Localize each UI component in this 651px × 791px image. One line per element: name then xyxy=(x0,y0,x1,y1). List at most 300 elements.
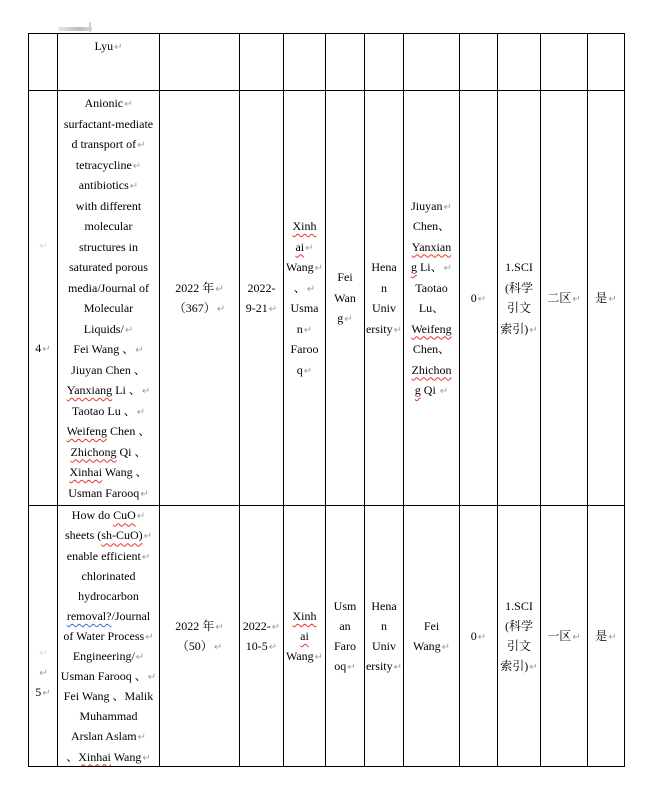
text-segment: Arslan Aslam xyxy=(70,729,137,744)
text-segment: Taotao Lu 、 xyxy=(71,403,136,418)
text-segment: ersity xyxy=(365,659,393,674)
text-line xyxy=(58,706,159,726)
line-break-mark-icon: ↵ xyxy=(303,324,313,336)
line-break-mark-icon: ↵ xyxy=(608,293,617,305)
table-cell-r2-c8[interactable] xyxy=(460,506,498,767)
text-line xyxy=(29,317,57,338)
text-segment: 2022- xyxy=(242,618,271,633)
text-segment: （50） xyxy=(176,639,213,653)
table-cell-r1-c6[interactable] xyxy=(365,91,404,506)
line-break-mark-icon: ↵ xyxy=(529,662,538,674)
text-line xyxy=(58,237,159,258)
table-cell-r0-c10[interactable] xyxy=(541,34,588,91)
text-line xyxy=(404,339,459,360)
line-break-mark-icon: ↵ xyxy=(42,688,51,700)
line-break-mark-icon: ↵ xyxy=(443,201,452,213)
text-line xyxy=(29,338,57,359)
text-segment: （367） xyxy=(173,301,216,315)
text-segment: Liquids/ xyxy=(83,321,124,336)
text-segment: Lu、 xyxy=(418,301,445,315)
text-line xyxy=(160,298,239,319)
text-segment: Univ xyxy=(372,301,396,315)
text-segment: ai xyxy=(295,239,305,254)
text-line xyxy=(58,506,159,525)
text-segment: with different xyxy=(75,198,142,213)
text-line xyxy=(498,656,540,676)
line-break-mark-icon: ↵ xyxy=(393,662,403,674)
text-line xyxy=(326,596,364,616)
text-line xyxy=(365,616,403,636)
line-break-mark-icon: ↵ xyxy=(441,642,451,653)
text-segment: CuO xyxy=(113,508,136,523)
text-line xyxy=(58,93,159,114)
table-cell-r2-c5[interactable] xyxy=(326,506,365,767)
text-line xyxy=(284,626,325,646)
text-segment: Fei Wang 、Malik xyxy=(63,689,154,704)
publications-table xyxy=(28,33,625,767)
text-line xyxy=(498,616,540,636)
table-cell-r2-c10[interactable] xyxy=(541,506,588,767)
text-segment: Chen、 xyxy=(412,342,451,356)
text-line xyxy=(58,360,159,381)
text-segment: d transport of xyxy=(71,137,137,151)
text-line xyxy=(58,401,159,422)
text-line xyxy=(58,566,159,586)
text-line xyxy=(58,462,159,483)
line-break-mark-icon: ↵ xyxy=(306,283,316,295)
text-segment: Xinh xyxy=(292,608,317,623)
text-segment: Fei xyxy=(337,270,353,285)
text-segment: n xyxy=(381,280,387,295)
text-segment: Usman Farooq 、 xyxy=(60,669,147,684)
text-line xyxy=(588,288,624,309)
line-break-mark-icon: ↵ xyxy=(137,140,146,151)
text-segment: 0 xyxy=(470,290,477,305)
line-break-mark-icon: ↵ xyxy=(39,648,48,659)
text-line xyxy=(284,339,325,360)
line-break-mark-icon: ↵ xyxy=(129,181,139,192)
line-break-mark-icon: ↵ xyxy=(572,293,581,305)
text-line xyxy=(240,636,283,656)
text-segment: 索引) xyxy=(500,321,529,336)
text-segment: Weifeng xyxy=(411,321,452,336)
text-line xyxy=(240,298,283,319)
text-line xyxy=(404,196,459,217)
table-cell-r0-c9[interactable] xyxy=(498,34,541,91)
table-cell-r1-c7[interactable] xyxy=(404,91,460,506)
text-segment: media/Journal of xyxy=(68,280,149,295)
text-segment: sheets ( xyxy=(64,528,102,543)
text-segment: 9-21 xyxy=(245,301,268,315)
table-cell-r1-c3[interactable] xyxy=(240,91,284,506)
text-segment: Faroo xyxy=(290,342,319,356)
line-break-mark-icon: ↵ xyxy=(136,511,146,523)
text-segment: 10-5 xyxy=(245,639,268,653)
table-cell-r0-c2[interactable] xyxy=(160,34,240,91)
text-segment: chlorinated xyxy=(81,568,136,583)
table-cell-r2-c3[interactable] xyxy=(240,506,284,767)
text-segment: Qi 、 xyxy=(116,444,147,459)
text-segment: 2022 年 xyxy=(175,618,215,633)
text-segment: 4 xyxy=(35,340,42,355)
text-segment: tetracycline xyxy=(75,157,132,172)
text-segment: Univ xyxy=(372,639,396,653)
text-line xyxy=(160,278,239,299)
text-segment: Usm xyxy=(333,598,357,613)
line-break-mark-icon: ↵ xyxy=(132,160,142,172)
text-segment: Fei xyxy=(423,618,440,633)
text-segment: 索引) xyxy=(500,659,529,674)
text-line xyxy=(284,360,325,381)
text-segment: ai xyxy=(300,628,309,643)
text-line xyxy=(58,646,159,666)
text-line xyxy=(365,298,403,319)
text-line xyxy=(58,525,159,545)
text-line xyxy=(58,155,159,176)
text-line xyxy=(58,442,159,463)
table-cell-r1-c1[interactable] xyxy=(58,91,160,506)
text-line xyxy=(498,298,540,319)
text-segment: g xyxy=(410,260,417,274)
text-segment: antibiotics xyxy=(78,178,129,192)
text-segment: Zhichon xyxy=(411,362,452,377)
line-break-mark-icon: ↵ xyxy=(268,642,278,653)
line-break-mark-icon: ↵ xyxy=(114,42,123,53)
text-segment: 5 xyxy=(35,685,42,700)
text-line xyxy=(58,339,159,360)
table-cell-r2-c0[interactable] xyxy=(29,506,58,767)
text-segment: Wang 、 xyxy=(102,465,148,479)
text-segment: of Water Process xyxy=(63,628,145,643)
text-line xyxy=(498,636,540,656)
text-line xyxy=(29,682,57,702)
text-line xyxy=(326,288,364,309)
text-line xyxy=(284,298,325,319)
line-break-mark-icon: ↵ xyxy=(216,304,226,315)
text-segment: Chen 、 xyxy=(107,424,151,438)
text-segment: 1.SCI xyxy=(505,598,533,613)
text-line xyxy=(58,726,159,746)
text-segment: 是 xyxy=(595,290,608,305)
table-cell-r1-c10[interactable] xyxy=(541,91,588,506)
text-segment: q xyxy=(296,362,303,377)
text-line xyxy=(240,616,283,636)
table-cell-r2-c2[interactable] xyxy=(160,506,240,767)
text-line xyxy=(58,196,159,217)
text-line xyxy=(58,686,159,706)
line-break-mark-icon: ↵ xyxy=(141,551,151,563)
text-segment: (科学 xyxy=(505,618,533,633)
text-line xyxy=(58,586,159,606)
text-line xyxy=(284,216,325,237)
text-line xyxy=(404,298,459,319)
text-segment: Wang xyxy=(110,749,142,764)
text-line xyxy=(29,276,57,297)
text-segment: How do xyxy=(71,508,114,523)
table-cell-r2-c4[interactable] xyxy=(284,506,326,767)
line-break-mark-icon: ↵ xyxy=(141,386,151,397)
text-line xyxy=(58,216,159,237)
text-segment: Zhichong xyxy=(70,444,117,459)
line-break-mark-icon: ↵ xyxy=(305,242,314,254)
text-line xyxy=(404,319,459,340)
text-line xyxy=(58,114,159,135)
text-segment: 引文 xyxy=(506,301,531,315)
text-line xyxy=(365,596,403,616)
text-line xyxy=(58,36,159,57)
text-segment: 、 xyxy=(66,749,79,764)
line-break-mark-icon: ↵ xyxy=(135,652,145,664)
line-break-mark-icon: ↵ xyxy=(477,293,487,305)
table-cell-r2-c6[interactable] xyxy=(365,506,404,767)
text-segment: Faro xyxy=(334,639,356,653)
text-line xyxy=(284,257,325,278)
text-line xyxy=(326,308,364,329)
text-segment: removal? xyxy=(66,608,112,623)
text-line xyxy=(284,606,325,626)
text-segment: 、 xyxy=(293,280,306,295)
text-segment: Wang xyxy=(285,649,314,664)
line-break-mark-icon: ↵ xyxy=(142,752,151,764)
line-break-mark-icon: ↵ xyxy=(124,99,133,110)
text-segment: Xinhai xyxy=(69,465,103,479)
text-segment: hydrocarbon xyxy=(78,588,139,603)
table-cell-r0-c1[interactable] xyxy=(58,34,160,91)
text-line xyxy=(365,278,403,299)
text-segment: /Journal xyxy=(111,608,151,623)
text-segment: Wan xyxy=(334,290,356,305)
text-line xyxy=(460,288,497,309)
table-cell-r1-c5[interactable] xyxy=(326,91,365,506)
text-segment: surfactant-mediate xyxy=(63,116,154,131)
line-break-mark-icon: ↵ xyxy=(124,324,134,336)
line-break-mark-icon: ↵ xyxy=(572,631,581,643)
text-line xyxy=(326,656,364,676)
text-line xyxy=(58,626,159,646)
text-line xyxy=(588,626,624,646)
table-cell-r0-c8[interactable] xyxy=(460,34,498,91)
text-line xyxy=(541,288,587,309)
text-line xyxy=(326,267,364,288)
text-line xyxy=(240,278,283,299)
text-segment: Weifeng xyxy=(66,424,107,438)
text-segment: Usman Farooq xyxy=(68,485,140,500)
text-segment: Taotao xyxy=(415,280,448,295)
line-break-mark-icon: ↵ xyxy=(344,314,353,326)
text-segment: Hena xyxy=(371,598,397,613)
text-segment: 是 xyxy=(595,628,608,643)
line-break-mark-icon: ↵ xyxy=(215,283,224,295)
text-line xyxy=(284,278,325,299)
text-line xyxy=(29,642,57,662)
line-break-mark-icon: ↵ xyxy=(145,631,154,643)
text-segment: n xyxy=(381,618,387,633)
text-segment: 2022 年 xyxy=(175,280,215,295)
text-line xyxy=(58,483,159,504)
text-segment: Wang xyxy=(285,260,314,274)
line-break-mark-icon: ↵ xyxy=(137,732,147,744)
line-break-mark-icon: ↵ xyxy=(39,241,48,252)
text-segment: n xyxy=(296,321,303,336)
text-line xyxy=(404,237,459,258)
text-segment: Chen、 xyxy=(412,219,451,233)
text-line xyxy=(29,235,57,256)
text-line xyxy=(284,646,325,666)
text-line xyxy=(58,380,159,401)
line-break-mark-icon: ↵ xyxy=(393,324,403,336)
text-line xyxy=(58,319,159,340)
table-cell-r2-c1[interactable] xyxy=(58,506,160,767)
text-segment: Wang xyxy=(412,639,441,653)
text-line xyxy=(460,626,497,646)
table-cell-r1-c11[interactable] xyxy=(588,91,625,506)
line-break-mark-icon: ↵ xyxy=(347,662,356,674)
text-segment: 一区 xyxy=(547,628,572,643)
line-break-mark-icon: ↵ xyxy=(314,263,324,274)
text-line xyxy=(58,747,159,767)
text-line xyxy=(58,257,159,278)
text-segment: Lyu xyxy=(94,39,114,53)
line-break-mark-icon: ↵ xyxy=(39,668,48,680)
table-cell-r0-c6[interactable] xyxy=(365,34,404,91)
text-line xyxy=(404,380,459,401)
text-segment: Anionic xyxy=(84,96,124,110)
line-break-mark-icon: ↵ xyxy=(268,304,278,315)
text-segment: g xyxy=(337,311,344,326)
text-line xyxy=(404,360,459,381)
line-break-mark-icon: ↵ xyxy=(271,621,281,633)
text-line xyxy=(498,278,540,299)
text-line xyxy=(58,278,159,299)
text-line xyxy=(365,257,403,278)
text-segment: Xinh xyxy=(292,219,317,233)
table-cell-r2-c9[interactable] xyxy=(498,506,541,767)
text-segment: 2022- xyxy=(247,280,276,295)
table-cell-r1-c4[interactable] xyxy=(284,91,326,506)
text-line xyxy=(365,656,403,676)
text-line xyxy=(58,134,159,155)
text-segment: Qi xyxy=(420,383,439,397)
text-segment: Hena xyxy=(371,260,397,274)
text-segment: Li、 xyxy=(416,260,443,274)
text-line xyxy=(29,256,57,277)
line-break-mark-icon: ↵ xyxy=(215,621,224,633)
line-break-mark-icon: ↵ xyxy=(213,642,223,653)
text-segment: oq xyxy=(334,659,347,674)
text-segment: Fei Wang 、 xyxy=(73,342,135,356)
line-break-mark-icon: ↵ xyxy=(608,631,617,643)
text-segment: (科学 xyxy=(505,280,533,295)
text-segment: Yanxian xyxy=(411,239,452,254)
text-segment: 引文 xyxy=(506,639,531,653)
line-break-mark-icon: ↵ xyxy=(439,386,449,397)
text-line xyxy=(498,257,540,278)
text-segment: 二区 xyxy=(547,290,572,305)
text-line xyxy=(498,596,540,616)
text-segment: g xyxy=(414,383,421,397)
text-line xyxy=(58,298,159,319)
text-segment: Engineering/ xyxy=(72,649,135,664)
text-segment: saturated porous xyxy=(69,260,148,274)
text-line xyxy=(29,662,57,682)
text-segment: Yanxiang xyxy=(66,383,113,397)
text-line xyxy=(58,421,159,442)
text-segment: enable efficient xyxy=(66,548,141,563)
text-segment: Xinhai xyxy=(78,749,111,764)
text-segment: 0 xyxy=(470,628,477,643)
text-segment: molecular xyxy=(84,219,133,233)
table-cell-r1-c2[interactable] xyxy=(160,91,240,506)
text-line xyxy=(404,636,459,656)
text-line xyxy=(58,666,159,686)
table-cell-r2-c7[interactable] xyxy=(404,506,460,767)
line-break-mark-icon: ↵ xyxy=(443,263,453,274)
text-segment: sh-CuO) xyxy=(101,528,143,543)
text-line xyxy=(160,616,239,636)
line-break-mark-icon: ↵ xyxy=(140,488,149,500)
line-break-mark-icon: ↵ xyxy=(477,631,487,643)
table-edge-artifact xyxy=(58,27,92,31)
text-segment: an xyxy=(339,618,351,633)
text-segment: Li 、 xyxy=(112,383,141,397)
line-break-mark-icon: ↵ xyxy=(135,345,144,356)
text-line xyxy=(160,636,239,656)
text-line xyxy=(326,616,364,636)
text-segment: Muhammad xyxy=(79,709,138,724)
text-line xyxy=(404,616,459,636)
table-cell-r0-c3[interactable] xyxy=(240,34,284,91)
line-break-mark-icon: ↵ xyxy=(143,531,153,543)
line-break-mark-icon: ↵ xyxy=(529,324,538,336)
text-line xyxy=(404,216,459,237)
text-line xyxy=(404,278,459,299)
text-line xyxy=(365,319,403,340)
line-break-mark-icon: ↵ xyxy=(314,652,324,664)
text-line xyxy=(29,297,57,318)
table-cell-r0-c7[interactable] xyxy=(404,34,460,91)
text-segment: 1.SCI xyxy=(505,260,533,274)
table-cell-r0-c5[interactable] xyxy=(326,34,365,91)
table-cell-r1-c8[interactable] xyxy=(460,91,498,506)
text-segment: Molecular xyxy=(83,301,134,315)
text-line xyxy=(326,636,364,656)
line-break-mark-icon: ↵ xyxy=(136,406,146,418)
text-segment: Jiuyan Chen 、 xyxy=(71,362,146,377)
text-line xyxy=(541,626,587,646)
text-segment: Usma xyxy=(290,301,319,315)
table-cell-r2-c11[interactable] xyxy=(588,506,625,767)
text-segment: ersity xyxy=(365,321,393,336)
line-break-mark-icon: ↵ xyxy=(42,343,51,355)
text-line xyxy=(284,319,325,340)
text-line xyxy=(58,546,159,566)
text-line xyxy=(498,319,540,340)
table-cell-r0-c4[interactable] xyxy=(284,34,326,91)
table-cell-r1-c9[interactable] xyxy=(498,91,541,506)
text-line xyxy=(365,636,403,656)
text-line xyxy=(404,257,459,278)
text-line xyxy=(284,237,325,258)
text-line xyxy=(58,606,159,626)
text-line xyxy=(58,175,159,196)
line-break-mark-icon: ↵ xyxy=(303,365,313,377)
line-break-mark-icon: ↵ xyxy=(147,672,157,684)
table-cell-r1-c0[interactable] xyxy=(29,91,58,506)
table-cell-r0-c0[interactable] xyxy=(29,34,58,91)
table-cell-r0-c11[interactable] xyxy=(588,34,625,91)
text-segment: Jiuyan xyxy=(411,198,443,213)
text-segment: structures in xyxy=(79,239,138,254)
